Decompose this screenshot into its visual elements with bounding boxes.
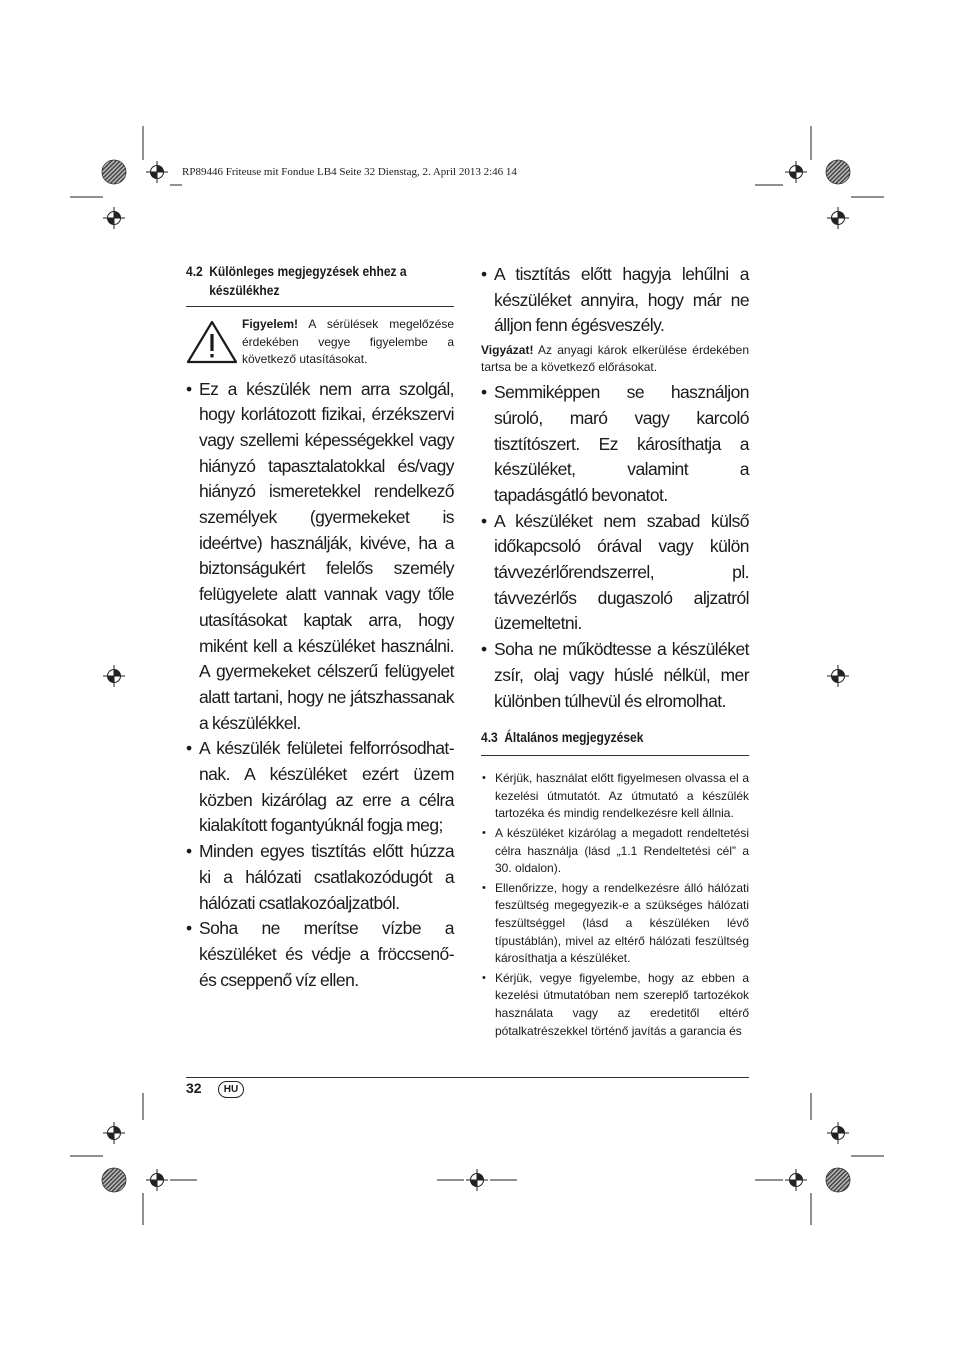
page-number: 32 — [186, 1080, 202, 1096]
list-item: • Kérjük, vegye figyelembe, hogy az ebben a kezelési útmutatóban nem szereplő tartozékok használata vagy az eredetitől eltérő pótalkatrészekkel történő javítás a garancia és — [481, 970, 749, 1040]
list-item: • A készülék felületei felforrósodhat-nak. A készüléket ezért üzem közben kizárólag az erre a célra kialakított fogantyúknál fogja meg; — [186, 736, 454, 839]
registration-cross-icon — [103, 1122, 125, 1144]
section-title: Általános megjegyzések — [504, 729, 644, 746]
list-item: • Minden egyes tisztítás előtt húzza ki a hálózati csatlakozódugót a hálózati csatlakozóaljzatból. — [186, 839, 454, 916]
safety-list — [186, 377, 454, 994]
caution-list — [481, 380, 749, 714]
registration-cross-icon — [785, 161, 807, 183]
warning-triangle-icon — [186, 319, 238, 365]
warning-text — [242, 316, 454, 369]
section-heading-4-2 — [186, 262, 454, 307]
registration-cross-icon — [466, 1169, 488, 1191]
caution-notice — [481, 342, 749, 375]
list-item: • Ez a készülék nem arra szolgál, hogy korlátozott fizikai, érzékszervi vagy szellemi képességekkel vagy hiányzó tapasztalatokkal és/vagy hiányzó ismeretekkel rendelkező személyek (gyermekeket is ideértve) használják, kivéve, ha a biztonságukért felelős személy felügyelete alatt vannak vagy tőle utasításokat kaptak arra, hogy miként kell a készüléket használni. A gyermekeket célszerű felügyelet alatt tartani, hogy ne játszhassanak a készülékkel. — [186, 377, 454, 737]
list-item: • Kérjük, használat előtt figyelmesen olvassa el a kezelési útmutatót. Az útmutató a készülék tartozéka és mindig rendelkezésre kell állnia. — [481, 770, 749, 823]
warning-notice — [186, 316, 454, 369]
section-title-line2: készülékhez — [209, 282, 280, 298]
section-heading-4-3 — [481, 728, 749, 756]
safety-list-continued — [481, 262, 749, 339]
warning-body: A sérülések megelőzése érdekében vegye figyelembe a következő utasításokat. — [242, 317, 454, 366]
registration-cross-icon — [146, 1169, 168, 1191]
warning-label: Figyelem! — [242, 317, 299, 331]
registration-cross-icon — [827, 665, 849, 687]
color-target-icon — [102, 160, 126, 184]
registration-cross-icon — [103, 207, 125, 229]
list-item: • Soha ne merítse vízbe a készüléket és védje a fröccsenő- és cseppenő víz ellen. — [186, 916, 454, 993]
section-number: 4.3 — [481, 729, 498, 746]
list-item: • Ellenőrizze, hogy a rendelkezésre álló hálózati feszültség megegyezik-e a szükséges hálózati feszültséggel (lásd a készüléken lévő típustáblán), mivel az eltérő hálózati feszültség károsíthatja a készüléket. — [481, 880, 749, 968]
caution-label: Vigyázat! — [481, 343, 534, 358]
list-item: • Soha ne működtesse a készüléket zsír, olaj vagy húslé nélkül, mer különben túlhevül és elromolhat. — [481, 637, 749, 714]
registration-cross-icon — [827, 1122, 849, 1144]
right-column — [481, 262, 749, 1042]
caution-body: Az anyagi károk elkerülése érdekében tartsa be a következő előrásokat. — [481, 343, 749, 374]
general-notes-list — [481, 770, 749, 1040]
registration-cross-icon — [785, 1169, 807, 1191]
section-number: 4.2 — [186, 263, 203, 279]
left-column — [186, 262, 454, 993]
footer-rule — [186, 1077, 749, 1078]
color-target-icon — [826, 160, 850, 184]
list-item: • A készüléket nem szabad külső időkapcsoló órával vagy külön távvezérlőrendszerrel, pl. távvezérlős dugaszoló aljzatról üzemeltetni. — [481, 509, 749, 638]
registration-cross-icon — [146, 161, 168, 183]
list-item: • Semmiképpen se használjon súroló, maró vagy karcoló tisztítószert. Ez károsíthatja a készüléket, valamint a tapadásgátló bevonatot. — [481, 380, 749, 509]
list-item: • A tisztítás előtt hagyja lehűlni a készüléket annyira, hogy már ne álljon fenn égésveszély. — [481, 262, 749, 339]
color-target-icon — [102, 1168, 126, 1192]
color-target-icon — [826, 1168, 850, 1192]
list-item: • A készüléket kizárólag a megadott rendeltetési célra használja (lásd „1.1 Rendeltetési cél” a 30. oldalon). — [481, 825, 749, 878]
section-title-line1: Különleges megjegyzések ehhez a — [209, 263, 407, 279]
language-badge: HU — [218, 1081, 244, 1098]
registration-cross-icon — [103, 665, 125, 687]
registration-cross-icon — [827, 207, 849, 229]
print-header: RP89446 Friteuse mit Fondue LB4 Seite 32 Dienstag, 2. April 2013 2:46 14 — [182, 166, 517, 178]
